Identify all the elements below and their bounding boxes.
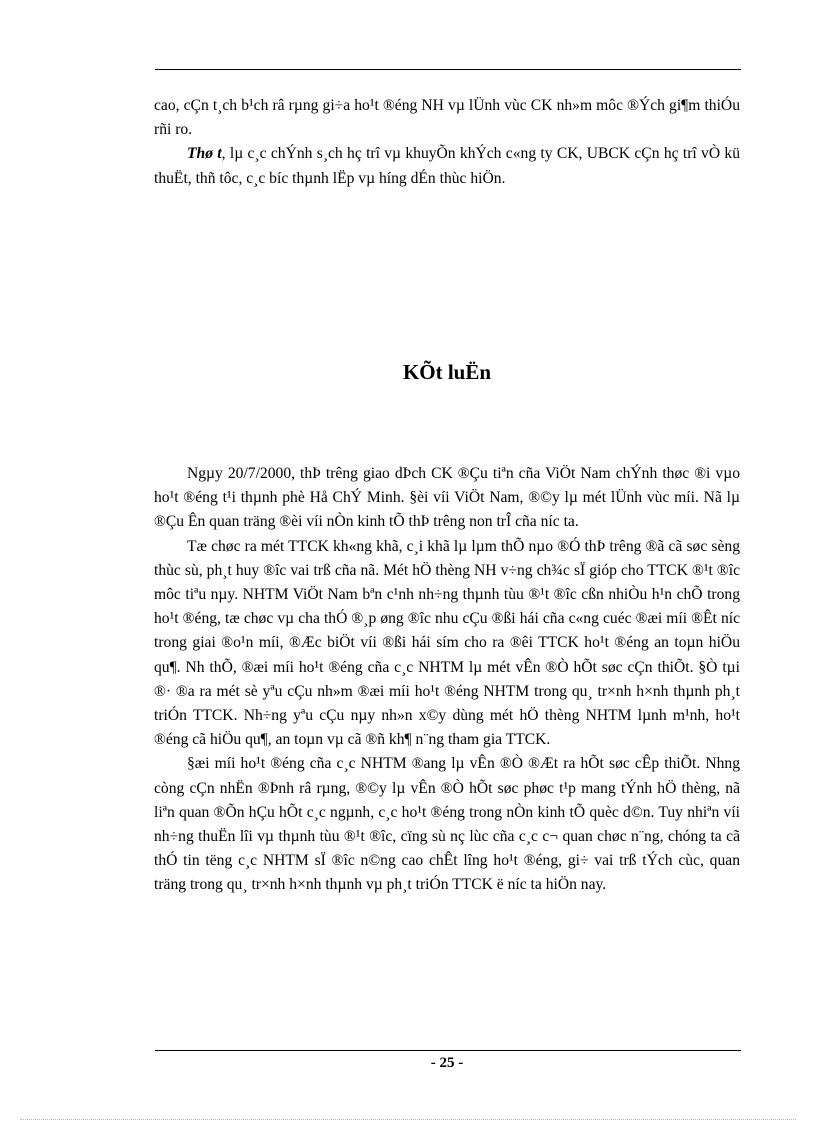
section-title: KÕt luËn	[402, 360, 492, 384]
header-rule	[155, 69, 741, 70]
intro-lead-phrase: Thø t	[187, 145, 222, 163]
conclusion-paragraph-3: §æi míi ho¹t ®éng cña c¸c NHTM ®ang lµ vÊn ®Ò ®Æt ra hÕt søc cÊp thiÕt. Nhng còng cÇn nhËn ®Þnh râ rµng, ®©y lµ vÊn ®Ò hÕt søc phøc t¹p mang tÝnh hÖ thèng, nã liªn quan ®Õn hÇu hÕt c¸c ngµnh, c¸c ho¹t ®éng trong nÒn kinh tÕ quèc d©n. Tuy nhiªn víi nh÷ng thuËn lîi vµ thµnh tùu ®¹t ®îc, cïng sù nç lùc cña c¸c c¬ quan chøc n¨ng, chóng ta cã thÓ tin tëng c¸c NHTM sÏ ®îc n©ng cao chÊt lîng ho¹t ®éng, gi÷ vai trß tÝch cùc, quan träng trong qu¸ tr×nh h×nh thµnh vµ ph¸t triÓn TTCK ë níc ta hiÖn nay.	[154, 755, 740, 894]
intro-section	[154, 94, 740, 191]
intro-paragraph-1: cao, cÇn t¸ch b¹ch râ rµng gi÷a ho¹t ®éng NH vµ lÜnh vùc CK nh»m môc ®Ých gi¶m thiÓu rñi ro.	[154, 97, 740, 139]
page-edge-divider	[20, 1119, 796, 1120]
footer-rule	[155, 1050, 741, 1051]
conclusion-paragraph-1: Ngµy 20/7/2000, thÞ trêng giao dÞch CK ®Çu tiªn cña ViÖt Nam chÝnh thøc ®i vµo ho¹t ®éng t¹i thµnh phè Hå ChÝ Minh. §èi víi ViÖt Nam, ®©y lµ mét lÜnh vùc míi. Nã lµ ®Çu Ên quan träng ®èi víi nÒn kinh tÕ thÞ trêng non trÎ cña níc ta.	[154, 465, 740, 531]
intro-paragraph-2	[154, 142, 740, 190]
page-number: - 25 -	[430, 1055, 464, 1071]
intro-paragraph-2-text: , lµ c¸c chÝnh s¸ch hç trî vµ khuyÕn khÝch c«ng ty CK, UBCK cÇn hç trî vÒ kü thuËt, thñ tôc, c¸c bíc thµnh lËp vµ híng dÉn thùc hiÖn.	[154, 145, 741, 187]
conclusion-paragraph-2: Tæ chøc ra mét TTCK kh«ng khã, c¸i khã lµ lµm thÕ nµo ®Ó thÞ trêng ®ã cã søc sèng thùc sù, ph¸t huy ®îc vai trß cña nã. Mét hÖ thèng NH v÷ng ch¾c sÏ gióp cho TTCK ®¹t ®îc môc tiªu nµy. NHTM ViÖt Nam bªn c¹nh nh÷ng thµnh tùu ®¹t ®îc cßn nhiÒu h¹n chÕ trong ho¹t ®éng, tæ chøc vµ cha thÓ ®¸p øng ®îc nhu cÇu ®ßi hái cña c«ng cuéc ®æi míi ®Êt níc trong giai ®o¹n míi, ®Æc biÖt víi ®ßi hái sím cho ra ®êi TTCK ho¹t ®éng an toµn hiÖu qu¶. Nh thÕ, ®æi míi ho¹t ®éng cña c¸c NHTM lµ mét vÊn ®Ò hÕt søc cÇn thiÕt. §Ò tµi ®· ®a ra mét sè yªu cÇu nh»m ®æi míi ho¹t ®éng NHTM trong qu¸ tr×nh h×nh thµnh ph¸t triÓn TTCK. Nh÷ng yªu cÇu nµy nh»n x©y dùng mét hÖ thèng NHTM lµnh m¹nh, ho¹t ®éng cã hiÖu qu¶, an toµn vµ cã ®ñ kh¶ n¨ng tham gia TTCK.	[154, 537, 740, 749]
conclusion-body	[154, 462, 740, 898]
